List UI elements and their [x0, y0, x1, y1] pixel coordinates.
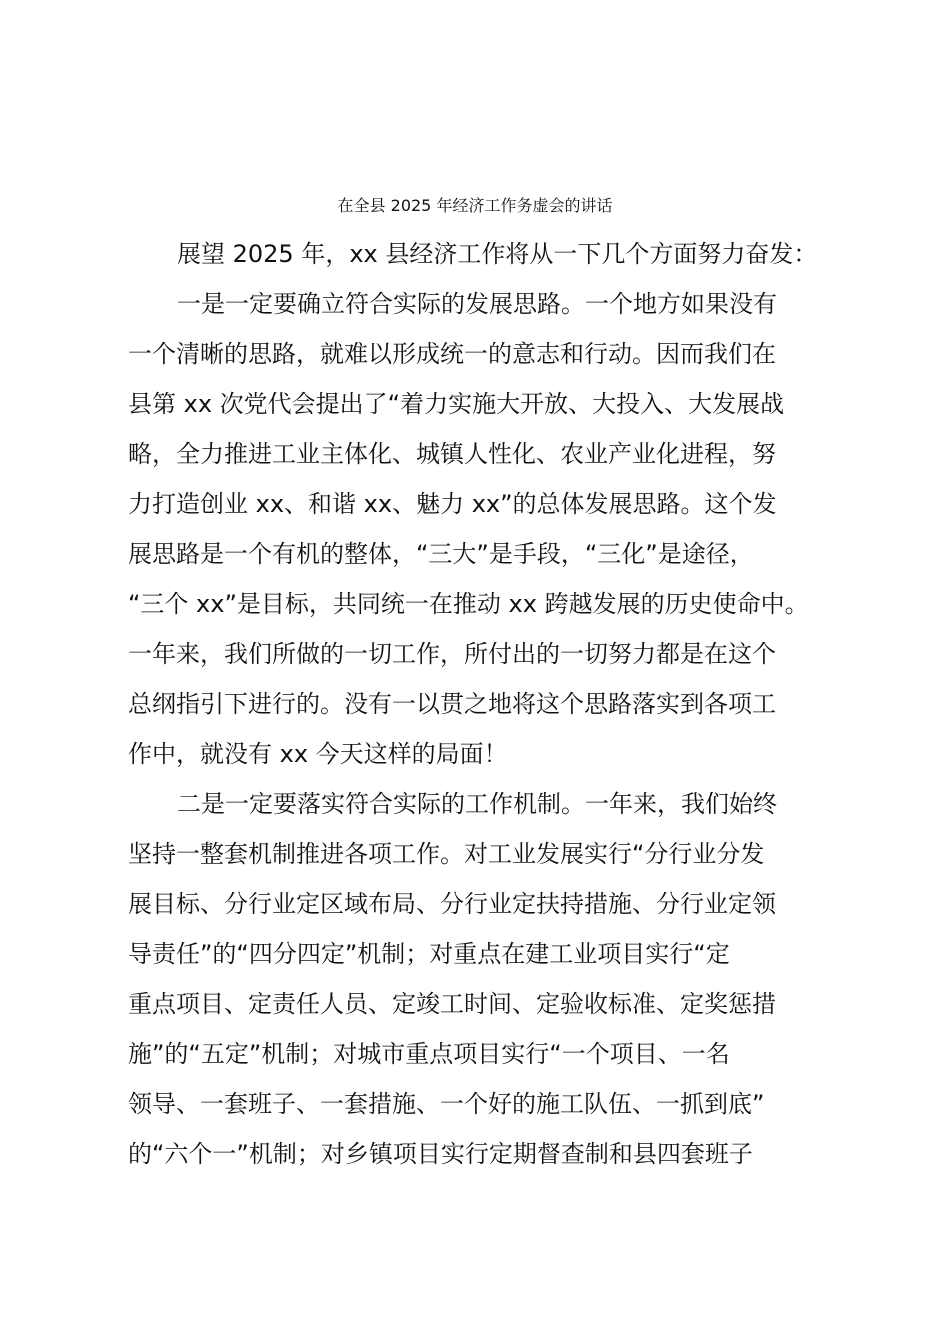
paragraph-line: 作中，就没有 xx 今天这样的局面！ [128, 740, 508, 768]
paragraph-line: “三个 xx”是目标，共同统一在推动 xx 跨越发展的历史使命中。 [128, 590, 809, 618]
paragraph-line: 一年来，我们所做的一切工作，所付出的一切努力都是在这个 [128, 640, 776, 668]
paragraph-line: 二是一定要落实符合实际的工作机制。一年来，我们始终 [177, 790, 777, 818]
paragraph-line: 坚持一整套机制推进各项工作。对工业发展实行“分行业分发 [128, 840, 765, 868]
paragraph-line: 导责任”的“四分四定”机制；对重点在建工业项目实行“定 [128, 940, 730, 968]
paragraph-line: 一是一定要确立符合实际的发展思路。一个地方如果没有 [177, 290, 777, 318]
paragraph-line: 的“六个一”机制；对乡镇项目实行定期督查制和县四套班子 [128, 1140, 753, 1168]
paragraph-line: 重点项目、定责任人员、定竣工时间、定验收标准、定奖惩措 [128, 990, 776, 1018]
paragraph-line: 总纲指引下进行的。没有一以贯之地将这个思路落实到各项工 [128, 690, 776, 718]
paragraph-line: 施”的“五定”机制；对城市重点项目实行“一个项目、一名 [128, 1040, 730, 1068]
paragraph-line: 展目标、分行业定区域布局、分行业定扶持措施、分行业定领 [128, 890, 776, 918]
paragraph-line: 领导、一套班子、一套措施、一个好的施工队伍、一抓到底” [128, 1090, 765, 1118]
document-title: 在全县 2025 年经济工作务虚会的讲话 [337, 196, 613, 215]
paragraph-line: 略，全力推进工业主体化、城镇人性化、农业产业化进程，努 [128, 440, 776, 468]
paragraph-line: 展望 2025 年，xx 县经济工作将从一下几个方面努力奋发： [177, 240, 818, 268]
paragraph-line: 县第 xx 次党代会提出了“着力实施大开放、大投入、大发展战 [128, 390, 785, 418]
paragraph-line: 展思路是一个有机的整体，“三大”是手段，“三化”是途径， [128, 540, 754, 568]
paragraph-line: 一个清晰的思路，就难以形成统一的意志和行动。因而我们在 [128, 340, 776, 368]
paragraph-line: 力打造创业 xx、和谐 xx、魅力 xx”的总体发展思路。这个发 [128, 490, 777, 518]
